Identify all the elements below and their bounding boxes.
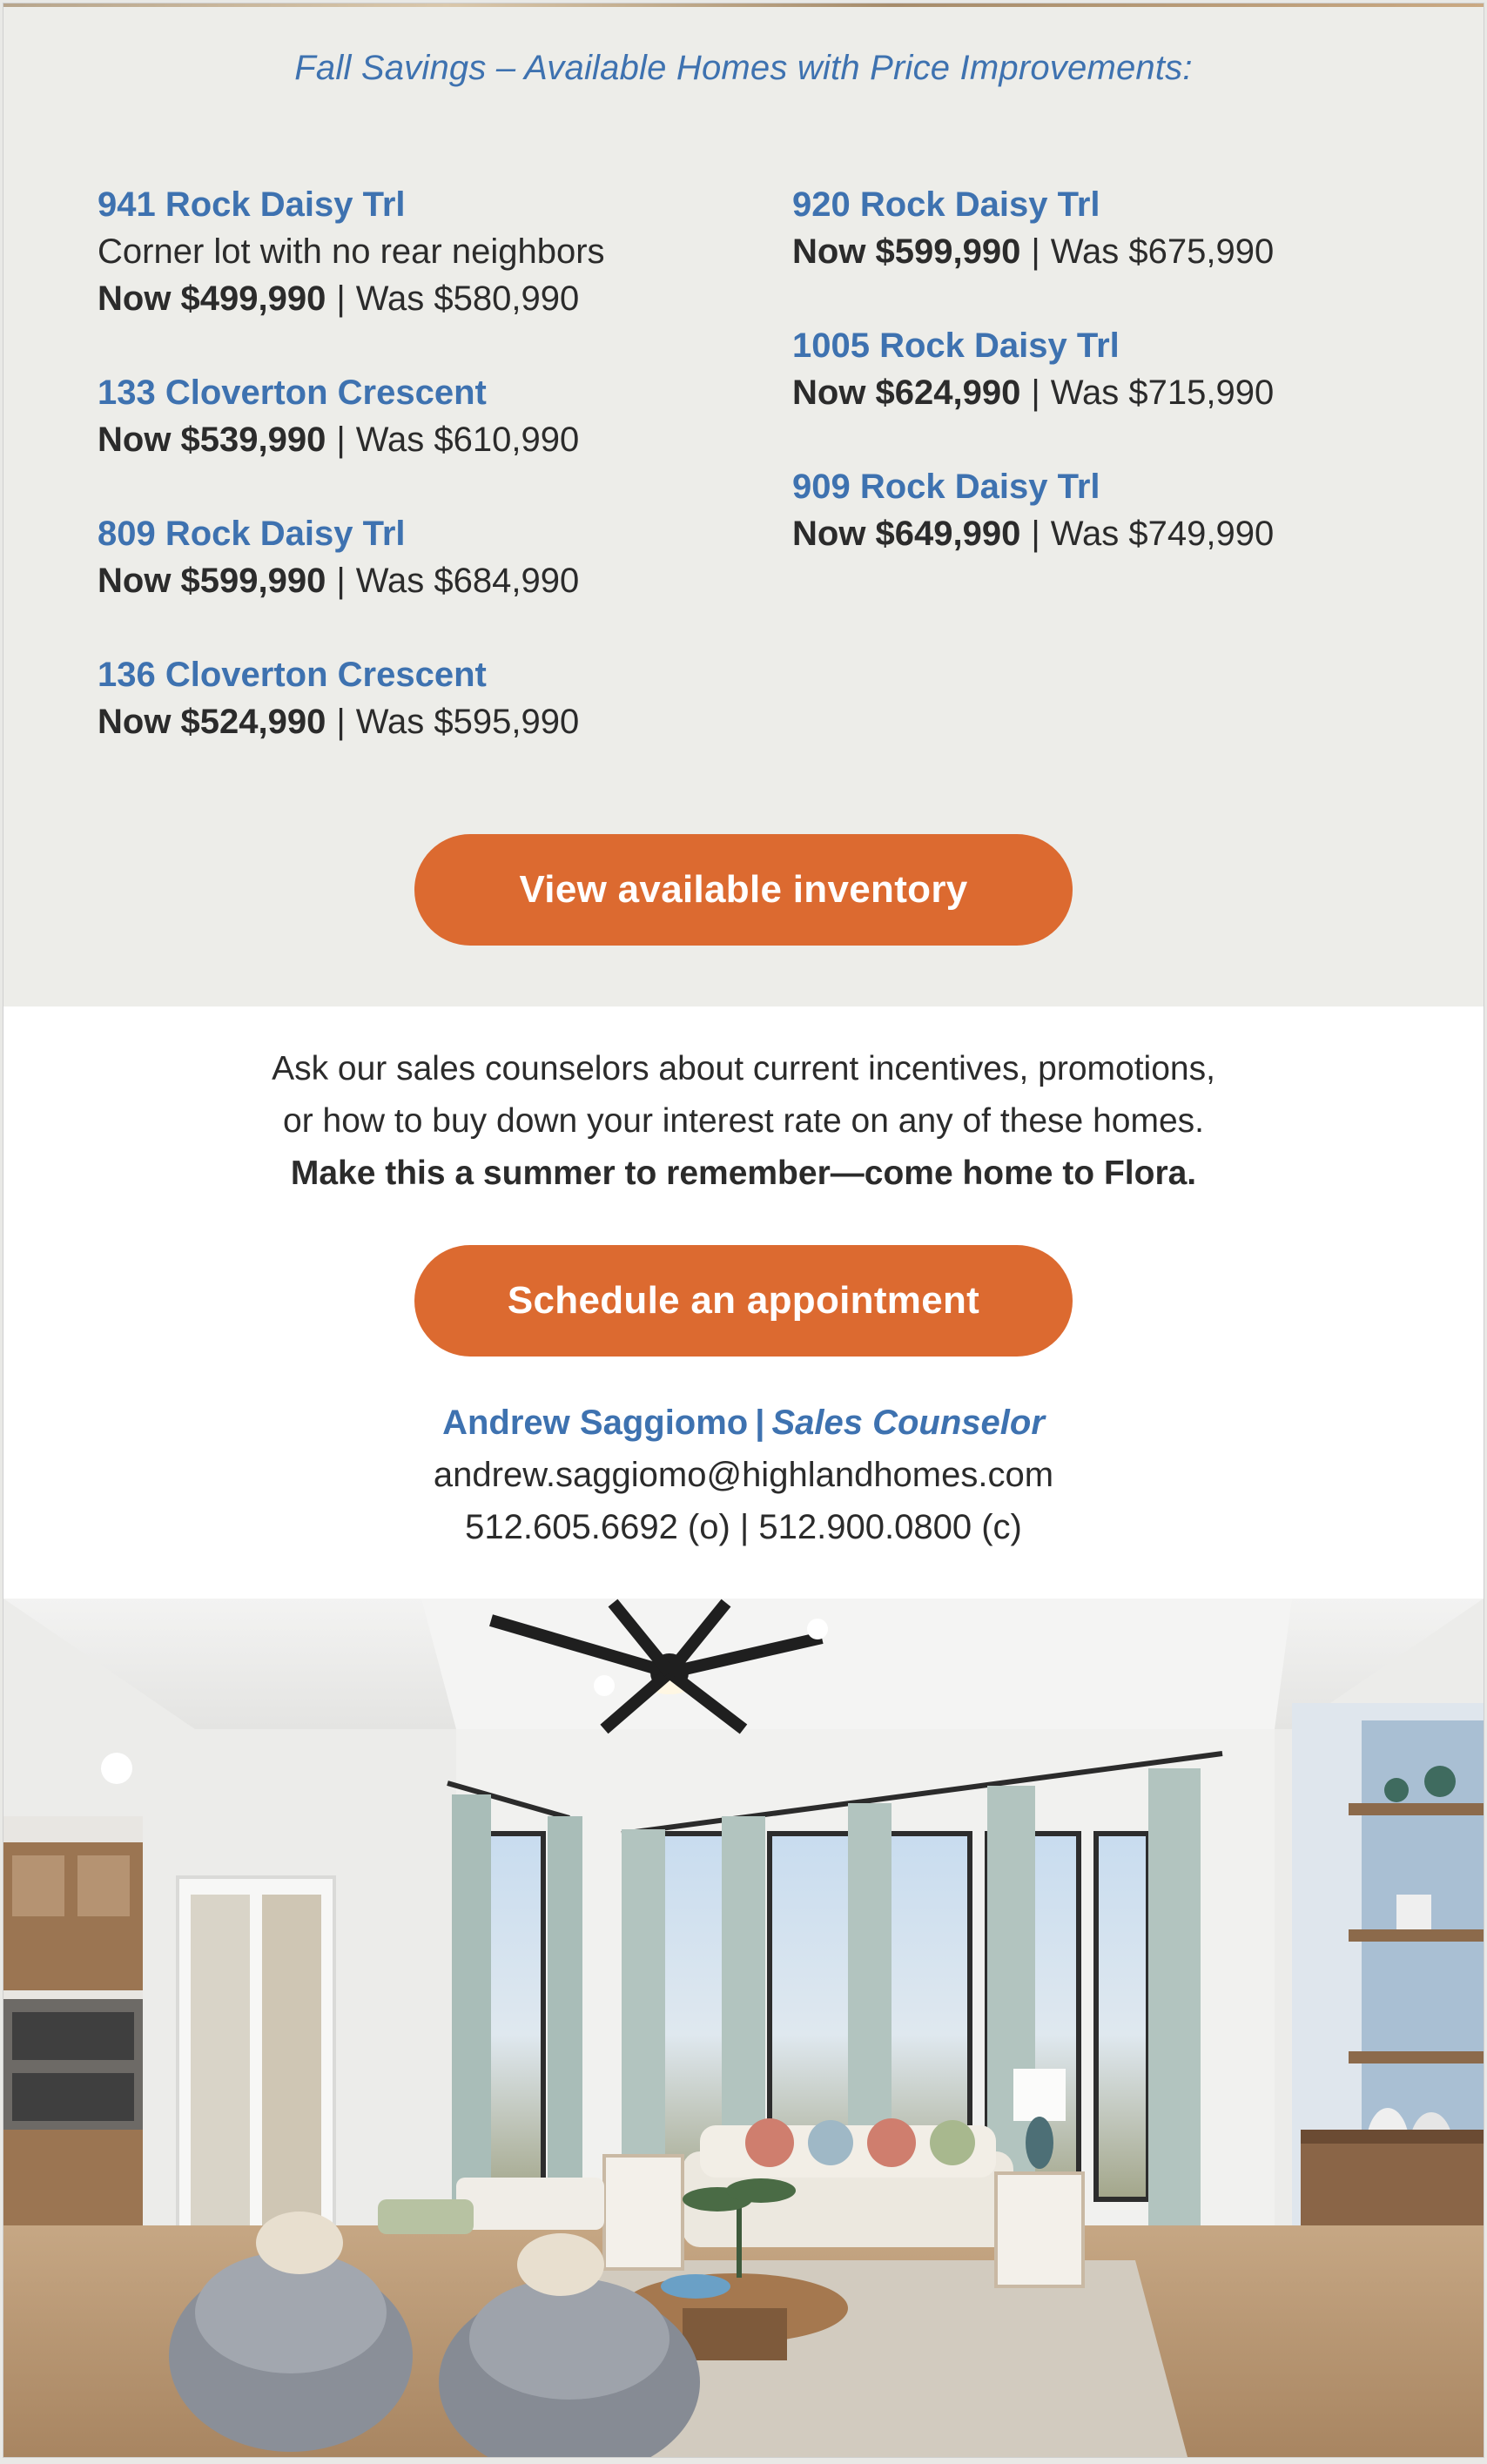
counselor-separator: | (755, 1404, 765, 1442)
price-separator: | (336, 279, 346, 318)
listing-link[interactable]: 941 Rock Daisy Trl (98, 185, 406, 224)
counselor-header (3, 1397, 1484, 1449)
now-price: Now $599,990 (98, 562, 326, 600)
price-separator: | (1031, 232, 1040, 271)
listing-item (792, 463, 1454, 557)
was-price: Was $580,990 (355, 279, 580, 318)
blurb-tagline: Make this a summer to remember—come home to Flora. (290, 1155, 1197, 1192)
listing-link[interactable]: 133 Cloverton Crescent (98, 374, 487, 412)
view-inventory-button[interactable]: View available inventory (414, 834, 1073, 946)
listing-item (98, 181, 759, 322)
was-price: Was $595,990 (355, 703, 580, 741)
listing-item (98, 369, 759, 463)
savings-section (3, 7, 1484, 1006)
listings-right-column (792, 181, 1454, 604)
listing-link[interactable]: 136 Cloverton Crescent (98, 656, 487, 694)
counselor-name: Andrew Saggiomo (442, 1404, 749, 1442)
was-price: Was $610,990 (355, 421, 580, 459)
listing-link[interactable]: 909 Rock Daisy Trl (792, 468, 1100, 506)
listing-item (98, 510, 759, 604)
contact-section (3, 1006, 1484, 1599)
living-room-illustration (3, 1599, 1484, 2457)
listing-link[interactable]: 1005 Rock Daisy Trl (792, 327, 1120, 365)
savings-title: Fall Savings – Available Homes with Price Improvements: (294, 49, 1193, 87)
counselor-phones: 512.605.6692 (o) | 512.900.0800 (c) (465, 1508, 1022, 1546)
now-price: Now $524,990 (98, 703, 326, 741)
was-price: Was $675,990 (1050, 232, 1275, 271)
listing-link[interactable]: 809 Rock Daisy Trl (98, 515, 406, 553)
price-separator: | (1031, 515, 1040, 553)
now-price: Now $499,990 (98, 279, 326, 318)
listings-left-column (98, 181, 759, 792)
now-price: Now $599,990 (792, 232, 1021, 271)
price-separator: | (336, 703, 346, 741)
price-separator: | (336, 421, 346, 459)
incentives-blurb (3, 1043, 1484, 1200)
listing-price (98, 698, 759, 745)
price-separator: | (336, 562, 346, 600)
listing-item (792, 322, 1454, 416)
listing-note: Corner lot with no rear neighbors (98, 232, 605, 271)
listing-price (98, 275, 759, 322)
now-price: Now $649,990 (792, 515, 1021, 553)
was-price: Was $684,990 (355, 562, 580, 600)
listing-price (792, 228, 1454, 275)
listing-item (792, 181, 1454, 275)
listing-item (98, 651, 759, 745)
counselor-info (3, 1397, 1484, 1553)
counselor-email-link[interactable]: andrew.saggiomo@highlandhomes.com (433, 1456, 1054, 1494)
now-price: Now $624,990 (792, 374, 1021, 412)
price-separator: | (1031, 374, 1040, 412)
counselor-role: Sales Counselor (771, 1404, 1045, 1442)
blurb-line: Ask our sales counselors about current incentives, promotions, (272, 1050, 1215, 1087)
was-price: Was $749,990 (1050, 515, 1275, 553)
blurb-line: or how to buy down your interest rate on any of these homes. (283, 1102, 1204, 1140)
listing-price (98, 416, 759, 463)
living-room-photo (3, 1599, 1484, 2457)
listing-price (792, 369, 1454, 416)
listing-link[interactable]: 920 Rock Daisy Trl (792, 185, 1100, 224)
now-price: Now $539,990 (98, 421, 326, 459)
was-price: Was $715,990 (1050, 374, 1275, 412)
email-frame (3, 3, 1484, 2457)
listing-price (98, 557, 759, 604)
schedule-appointment-button[interactable]: Schedule an appointment (414, 1245, 1073, 1357)
listing-price (792, 510, 1454, 557)
